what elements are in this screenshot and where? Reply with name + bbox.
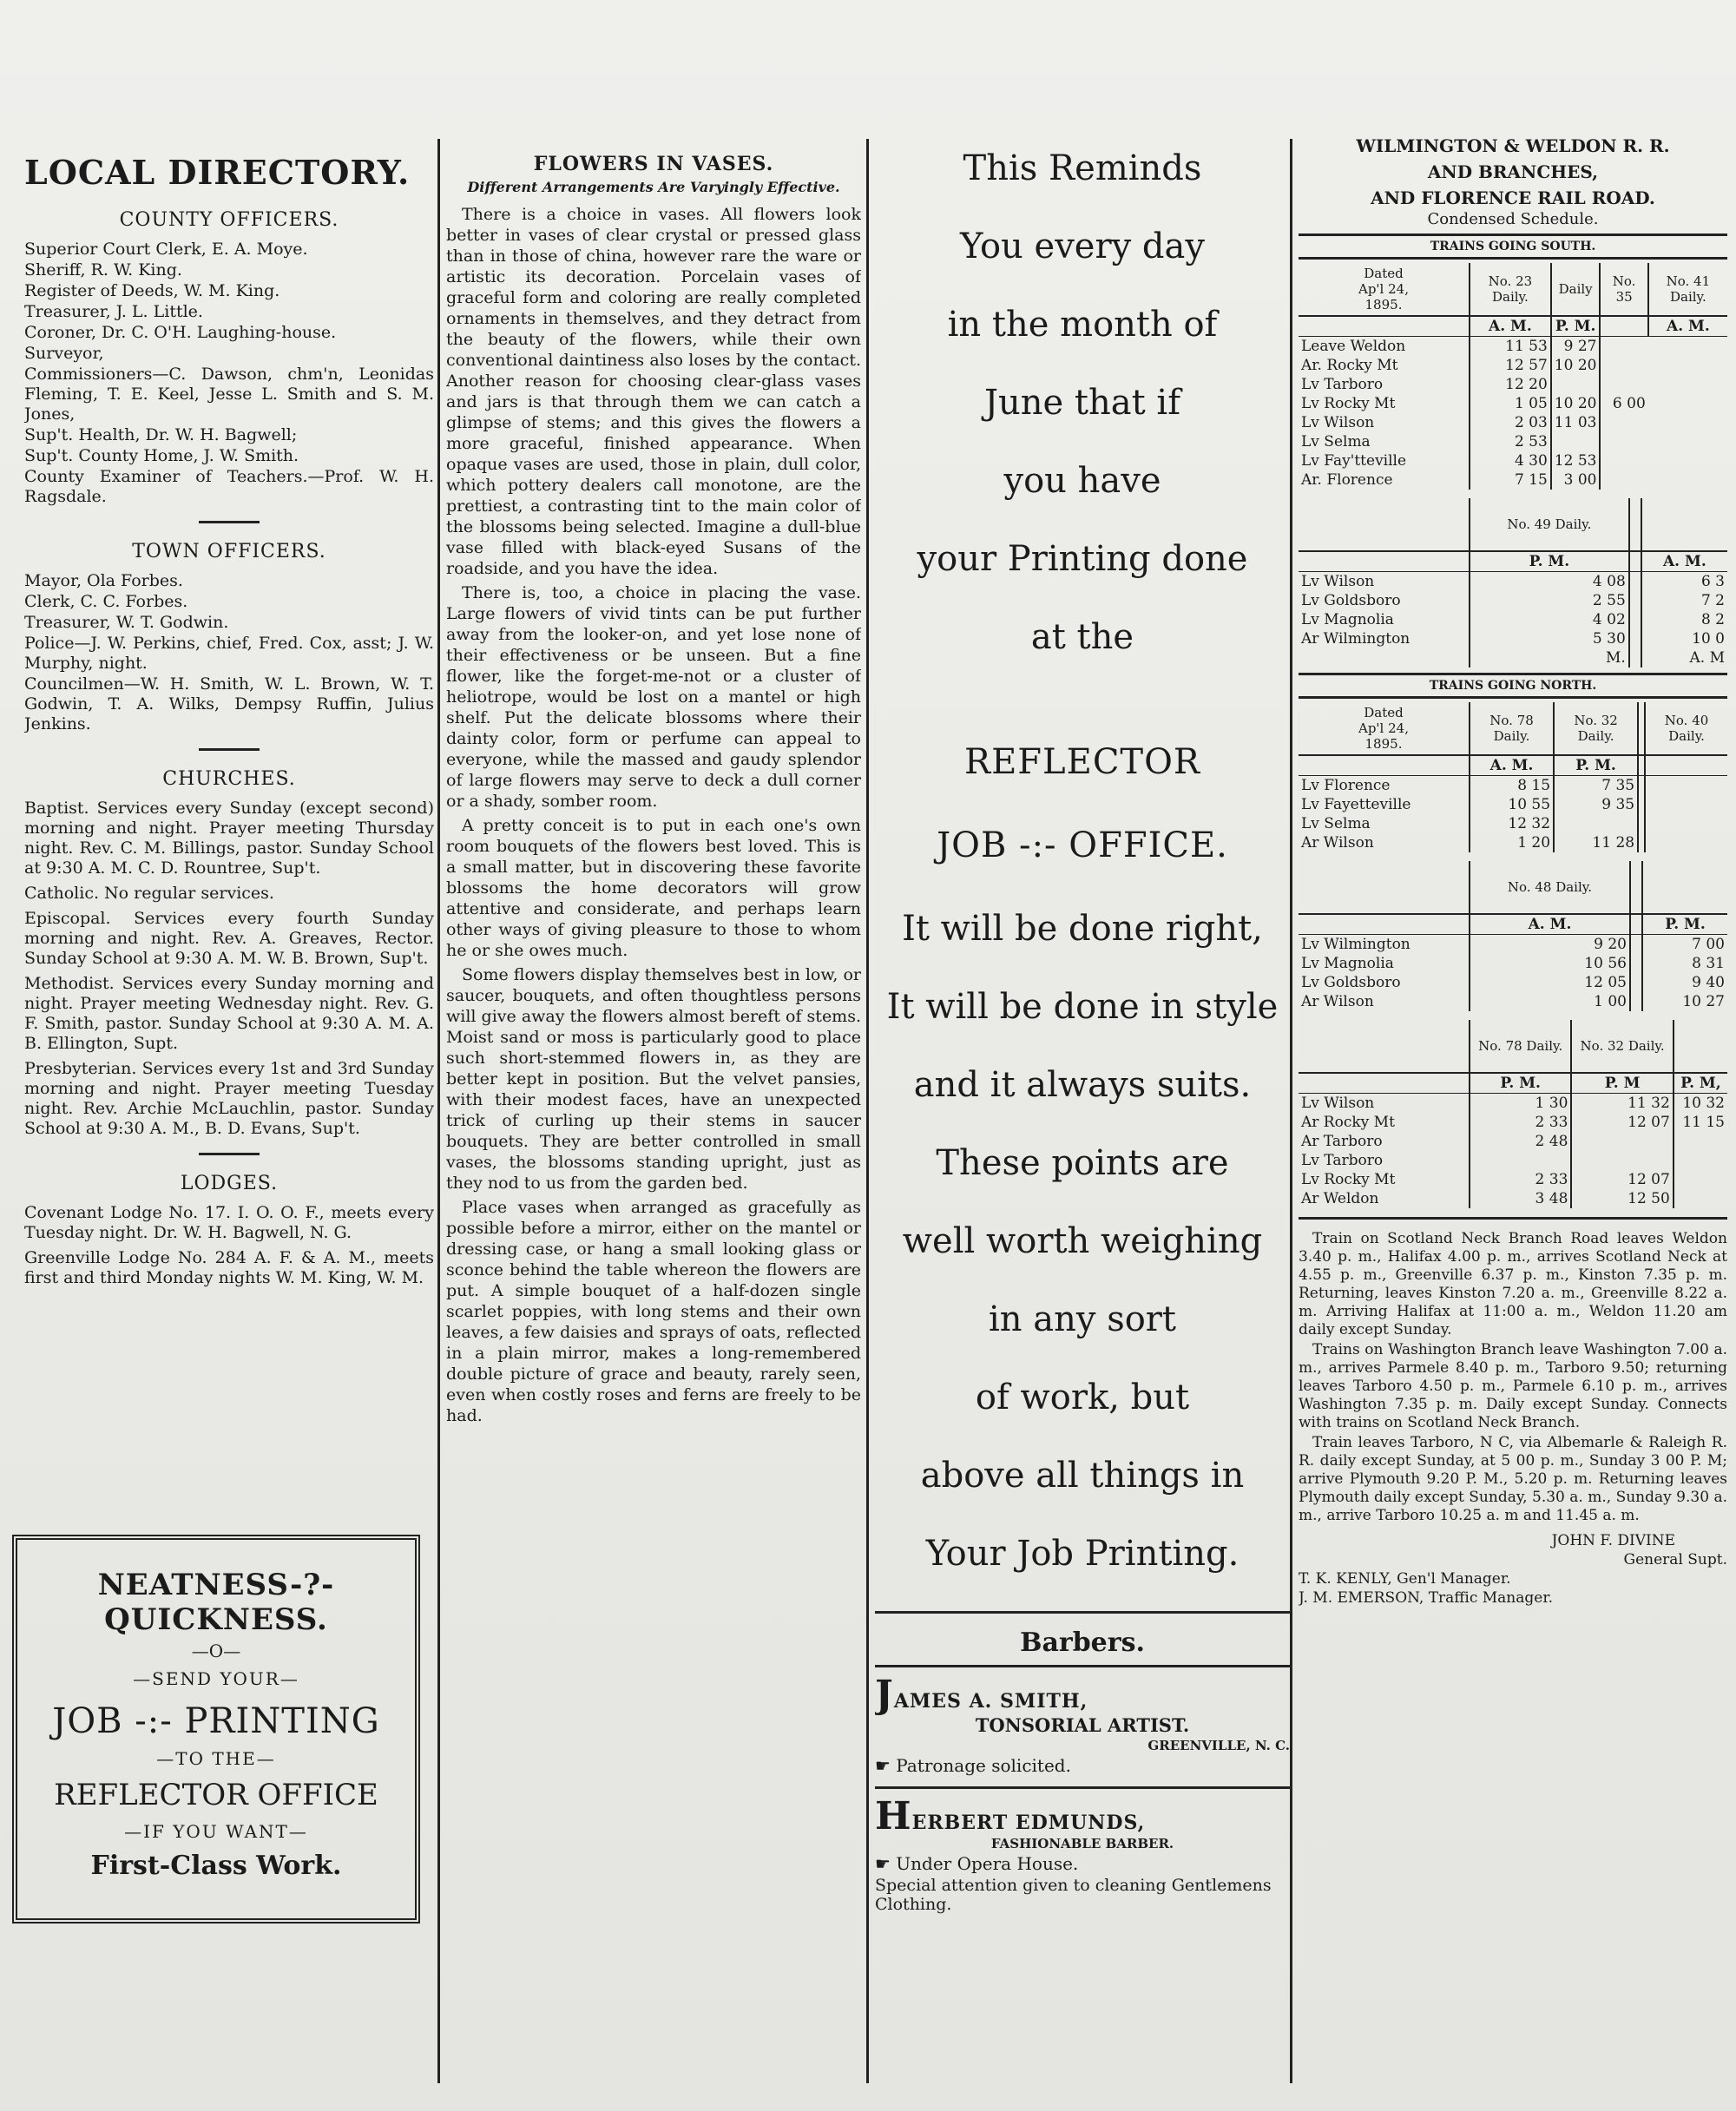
time-cell: 12 57 xyxy=(1470,356,1551,375)
list-item: Treasurer, J. L. Little. xyxy=(24,302,203,321)
time-cell: 5 30 xyxy=(1470,629,1629,648)
list-item: Coroner, Dr. C. O'H. Laughing-house. xyxy=(24,323,337,342)
promo-line: and it always suits. xyxy=(913,1065,1252,1105)
hand-pointer-icon: ☛ xyxy=(875,1755,897,1776)
promo-line: in the month of xyxy=(947,305,1218,345)
station-cell: Ar Rocky Mt xyxy=(1301,1114,1395,1131)
spacer-cell xyxy=(1630,935,1642,955)
time-cell: 10 55 xyxy=(1470,795,1554,814)
spacer-cell xyxy=(1638,814,1645,833)
south-timetable-2 xyxy=(1299,498,1727,667)
time-cell: 12 50 xyxy=(1571,1189,1673,1208)
table-row: No. 78 Daily. No. 32 Daily. xyxy=(1299,1020,1727,1073)
card-note: Special attention given to cleaning Gentlemens Clothing. xyxy=(875,1876,1272,1914)
time-cell xyxy=(1674,1151,1727,1170)
article-subtitle: Different Arrangements Are Varyingly Effective. xyxy=(467,179,840,195)
station-cell: Ar Wilson xyxy=(1301,993,1374,1010)
table-row xyxy=(1299,1094,1727,1114)
time-cell: 12 07 xyxy=(1571,1170,1673,1189)
table-row: A. M. P. M. xyxy=(1299,755,1727,776)
promo-line: It will be done in style xyxy=(886,987,1279,1027)
divider xyxy=(1299,1217,1727,1220)
time-cell: 12 32 xyxy=(1470,814,1554,833)
promo-line: June that if xyxy=(983,383,1180,423)
column-rule xyxy=(866,139,869,2083)
table-row xyxy=(1299,470,1727,490)
promo-line: These points are xyxy=(936,1143,1229,1183)
table-row: No. 49 Daily. xyxy=(1299,498,1727,551)
card-name: AMES A. SMITH, xyxy=(893,1690,1088,1713)
time-cell: 6 3 xyxy=(1641,572,1727,592)
railroad-column xyxy=(1299,130,1727,2092)
card-name: ERBERT EDMUNDS, xyxy=(911,1812,1146,1834)
spacer-cell xyxy=(1638,795,1645,814)
ad-ornament: —O— xyxy=(191,1641,241,1661)
rr-title-1: WILMINGTON & WELDON R. R. xyxy=(1356,135,1670,156)
time-cell: 11 32 xyxy=(1571,1094,1673,1114)
station-cell: Lv Wilson xyxy=(1301,414,1375,431)
spacer-cell xyxy=(1638,833,1645,852)
station-cell: Lv Fayetteville xyxy=(1301,796,1411,813)
list-item: Commissioners—C. Dawson, chm'n, Leonidas Fleming, T. E. Keel, Jesse L. Smith and S. M. Jones, xyxy=(24,365,434,424)
time-cell: 2 33 xyxy=(1470,1113,1571,1132)
time-cell: 11 03 xyxy=(1551,413,1601,432)
list-item: Episcopal. Services every fourth Sunday morning and night. Rev. A. Greaves, Rector. Sunday School at 9:30 A. M. W. B. Brown, Sup't. xyxy=(24,909,434,968)
time-cell: 2 53 xyxy=(1470,432,1551,451)
promo-column xyxy=(875,148,1290,2075)
list-item: Baptist. Services every Sunday (except second) morning and night. Prayer meeting Thursday night. Rev. C. M. Billings, pastor. Sunday School at 9:30 A. M. C. D. Rountree, Sup't. xyxy=(24,799,434,878)
station-cell: Ar Wilson xyxy=(1301,834,1374,852)
spacer-cell xyxy=(1645,776,1727,796)
time-cell: 1 05 xyxy=(1470,394,1551,413)
station-cell: Lv Selma xyxy=(1301,815,1371,832)
table-row: A. M. P. M. A. M. xyxy=(1299,316,1727,337)
card-title: TONSORIAL ARTIST. xyxy=(975,1714,1190,1736)
ad-job-printing: JOB -:- PRINTING xyxy=(52,1701,380,1741)
spacer-cell xyxy=(1645,814,1727,833)
table-row: M. A. M xyxy=(1299,648,1727,667)
promo-line: of work, but xyxy=(975,1378,1190,1417)
time-cell: 1 30 xyxy=(1470,1094,1571,1114)
article-paragraph: There is a choice in vases. All flowers look better in vases of clear crystal or pressed glass than in those of china, however rare the ware or artistic its decoration. Porcelain vases of graceful form and coloring are really completed ornaments in themselves, and they detract from the beauty of the flowers, while their own conventional daintiness also loses by the contact. Another reason for choosing clear-glass vases and jars is that through them we can catch a glimpse of stems; and this gives the flowers a more graceful, finished appearance. When opaque vases are used, those in plain, dull color, which pottery dealers call monotone, are the prettiest, a contrasting tint to the main color of the blossoms being selected. Imagine a dull-blue vase filled with black-eyed Susans of the roadside, and you have the idea. xyxy=(446,205,861,578)
time-cell xyxy=(1554,814,1638,833)
time-cell: 9 27 xyxy=(1551,337,1601,357)
churches-heading: CHURCHES. xyxy=(162,768,296,790)
spacer-cell xyxy=(1629,572,1641,592)
church-list xyxy=(24,799,434,1139)
divider xyxy=(875,1611,1290,1614)
ad-want: —IF YOU WANT— xyxy=(124,1821,308,1842)
promo-lines-b xyxy=(875,908,1290,1575)
rr-title-2: AND BRANCHES, xyxy=(1427,161,1599,182)
time-cell: 12 20 xyxy=(1470,375,1551,394)
time-cell: 8 31 xyxy=(1642,954,1727,973)
article-body xyxy=(446,204,861,1426)
time-cell xyxy=(1551,375,1601,394)
divider xyxy=(199,521,260,523)
ad-headline: NEATNESS-?-QUICKNESS. xyxy=(97,1568,335,1637)
time-cell: 8 15 xyxy=(1470,776,1554,796)
article-column xyxy=(446,148,861,2075)
promo-office-2: JOB -:- OFFICE. xyxy=(937,825,1228,865)
promo-line: you have xyxy=(1003,461,1161,501)
spacer-cell xyxy=(1629,629,1641,648)
table-row xyxy=(1299,814,1727,833)
time-cell: 8 2 xyxy=(1641,610,1727,629)
north-band: TRAINS GOING NORTH. xyxy=(1299,673,1727,699)
card-place: GREENVILLE, N. C. xyxy=(1147,1738,1290,1753)
station-cell: Lv Rocky Mt xyxy=(1301,395,1396,412)
list-item: Covenant Lodge No. 17. I. O. O. F., meets every Tuesday night. Dr. W. H. Bagwell, N. G. xyxy=(24,1203,434,1242)
time-cell: 11 28 xyxy=(1554,833,1638,852)
table-row xyxy=(1299,1132,1727,1151)
time-cell: 4 30 xyxy=(1470,451,1551,470)
time-cell: 10 0 xyxy=(1641,629,1727,648)
printing-advertisement xyxy=(12,1535,420,1924)
list-item: Police—J. W. Perkins, chief, Fred. Cox, asst; J. W. Murphy, night. xyxy=(24,634,434,673)
promo-line: your Printing done xyxy=(917,539,1248,579)
article-paragraph: Place vases when arranged as gracefully as possible before a mirror, either on the mantel or dressing case, or hang a small looking glass or sconce behind the table whereon the flowers are put. A simple bouquet of a half-dozen single scarlet poppies, with long stems and their own leaves, a few daisies and sprays of oats, reflected in a plain mirror, makes a long-remembered double picture of grace and beauty, rarely seen, even when costly roses and ferns are freely to be had. xyxy=(446,1198,861,1425)
station-cell: Lv Selma xyxy=(1301,433,1371,450)
station-cell: Lv Goldsboro xyxy=(1301,592,1401,609)
time-cell: 4 02 xyxy=(1470,610,1629,629)
list-item: Treasurer, W. T. Godwin. xyxy=(24,613,229,632)
list-item: Clerk, C. C. Forbes. xyxy=(24,592,188,611)
station-cell: Lv Magnolia xyxy=(1301,955,1394,972)
table-row: Dated Ap'l 24, 1895. No. 23 Daily. Daily No. 35 No. 41 Daily. xyxy=(1299,263,1727,316)
spacer-cell xyxy=(1629,591,1641,610)
table-row xyxy=(1299,610,1727,629)
list-item: Catholic. No regular services. xyxy=(24,884,274,903)
time-cell xyxy=(1600,413,1647,432)
column-rule xyxy=(437,139,440,2083)
time-cell xyxy=(1674,1189,1727,1208)
divider xyxy=(199,748,260,751)
divider xyxy=(875,1786,1290,1789)
station-cell: Ar Tarboro xyxy=(1301,1133,1383,1150)
time-cell: 9 40 xyxy=(1642,973,1727,992)
station-cell: Lv Fay'tteville xyxy=(1301,452,1407,470)
table-row xyxy=(1299,992,1727,1011)
station-cell: Ar. Rocky Mt xyxy=(1301,357,1398,374)
time-cell xyxy=(1600,337,1647,357)
list-item: Sup't. Health, Dr. W. H. Bagwell; xyxy=(24,425,298,444)
station-cell: Lv Tarboro xyxy=(1301,376,1384,393)
station-cell: Lv Wilmington xyxy=(1301,936,1410,953)
card-initial: H xyxy=(875,1794,912,1838)
signature-emerson: J. M. EMERSON, Traffic Manager. xyxy=(1299,1589,1553,1607)
county-heading: COUNTY OFFICERS. xyxy=(119,209,339,231)
time-cell xyxy=(1674,1132,1727,1151)
rr-note: Train leaves Tarboro, N C, via Albemarle & Raleigh R. R. daily except Sunday, at 5 00 p. m., Sunday 3 00 P. M; arrive Plymouth 9.20 P. M., 5.20 p. m. Returning leaves Plymouth daily except Sunday, 5.30 a. m., Sunday 9.30 a. m., arrive Tarboro 10.25 a. m and 11.45 a. m. xyxy=(1299,1434,1727,1524)
list-item: Mayor, Ola Forbes. xyxy=(24,571,183,590)
table-row xyxy=(1299,413,1727,432)
table-row xyxy=(1299,1189,1727,1208)
time-cell xyxy=(1551,432,1601,451)
table-row xyxy=(1299,356,1727,375)
time-cell xyxy=(1470,1151,1571,1170)
column-rule xyxy=(1290,139,1292,2083)
lodges-heading: LODGES. xyxy=(180,1173,279,1194)
town-heading: TOWN OFFICERS. xyxy=(132,541,326,562)
ad-first-class: First-Class Work. xyxy=(90,1851,342,1881)
table-row xyxy=(1299,375,1727,394)
list-item: Councilmen—W. H. Smith, W. L. Brown, W. T. Godwin, T. A. Wilks, Dempsy Ruffin, Julius Jenkins. xyxy=(24,674,434,733)
signature-divine-title: General Supt. xyxy=(1623,1551,1727,1568)
article-title: FLOWERS IN VASES. xyxy=(533,153,774,175)
table-row xyxy=(1299,795,1727,814)
station-cell: Ar Wilmington xyxy=(1301,630,1410,648)
promo-line: in any sort xyxy=(989,1299,1176,1339)
divider xyxy=(875,1665,1290,1667)
south-timetable xyxy=(1299,263,1727,490)
table-row xyxy=(1299,1151,1727,1170)
time-cell: 1 00 xyxy=(1470,992,1630,1011)
article-paragraph: A pretty conceit is to put in each one's own room bouquets of the flowers best loved. This is a small matter, but in discovering these favorite blossoms the home decorators will grow attentive and considerate, and perhaps learn other ways of giving pleasure to those to whom he or she owes much. xyxy=(446,816,861,960)
table-row xyxy=(1299,935,1727,955)
rr-title-3: AND FLORENCE RAIL ROAD. xyxy=(1371,187,1655,208)
county-list xyxy=(24,240,434,507)
town-list xyxy=(24,571,434,734)
station-cell: Leave Weldon xyxy=(1301,338,1406,355)
promo-line: It will be done right, xyxy=(902,909,1263,949)
time-cell: 3 48 xyxy=(1470,1189,1571,1208)
article-paragraph: Some flowers display themselves best in low, or saucer, bouquets, and often thoughtless persons will give away the flowers almost bereft of stems. Moist sand or moss is particularly good to place such short-stemmed flowers in, as they are better kept in position. But the velvet pansies, with their modest faces, have an unexpected trick of curling up their stems in saucer bouquets. They are better controlled in small vases, the blossoms standing upright, just as they nod to us from the garden bed. xyxy=(446,965,861,1193)
time-cell: 2 55 xyxy=(1470,591,1629,610)
list-item: Presbyterian. Services every 1st and 3rd Sunday morning and night. Prayer meeting Tuesday night. Rev. Archie McLauchlin, pastor. Sunday School at 9:30 A. M., B. D. Evans, Sup't. xyxy=(24,1059,434,1138)
time-cell xyxy=(1674,1170,1727,1189)
time-cell: 12 05 xyxy=(1470,973,1630,992)
station-cell: Ar. Florence xyxy=(1301,471,1393,489)
list-item: Sheriff, R. W. King. xyxy=(24,260,182,279)
time-cell: 7 2 xyxy=(1641,591,1727,610)
time-cell: 11 15 xyxy=(1674,1113,1727,1132)
promo-line: above all things in xyxy=(920,1456,1245,1496)
south-band: TRAINS GOING SOUTH. xyxy=(1299,233,1727,260)
time-cell: 2 03 xyxy=(1470,413,1551,432)
table-row xyxy=(1299,451,1727,470)
hand-pointer-icon: ☛ xyxy=(875,1853,897,1874)
card-title: FASHIONABLE BARBER. xyxy=(990,1836,1174,1851)
table-row xyxy=(1299,572,1727,592)
list-item: County Examiner of Teachers.—Prof. W. H. Ragsdale. xyxy=(24,467,434,506)
time-cell xyxy=(1600,356,1647,375)
table-row xyxy=(1299,337,1727,357)
station-cell: Lv Wilson xyxy=(1301,573,1375,590)
time-cell: 12 07 xyxy=(1571,1113,1673,1132)
table-row: P. M. P. M P. M, xyxy=(1299,1073,1727,1094)
ad-send: —SEND YOUR— xyxy=(133,1668,299,1689)
table-row xyxy=(1299,973,1727,992)
table-row xyxy=(1299,432,1727,451)
time-cell xyxy=(1600,470,1647,490)
promo-line: You every day xyxy=(960,227,1205,266)
north-timetable xyxy=(1299,702,1727,852)
card-note: Patronage solicited. xyxy=(896,1755,1071,1776)
time-cell: 7 15 xyxy=(1470,470,1551,490)
time-cell: 1 20 xyxy=(1470,833,1554,852)
rr-notes xyxy=(1299,1230,1727,1525)
directory-title: LOCAL DIRECTORY. xyxy=(24,153,411,192)
spacer-cell xyxy=(1629,610,1641,629)
promo-office-1: REFLECTOR xyxy=(963,742,1201,782)
station-cell: Ar Weldon xyxy=(1301,1190,1379,1207)
table-row xyxy=(1299,629,1727,648)
time-cell: 11 53 xyxy=(1470,337,1551,357)
table-row xyxy=(1299,954,1727,973)
table-row xyxy=(1299,1170,1727,1189)
time-cell: 10 32 xyxy=(1674,1094,1727,1114)
barbers-heading: Barbers. xyxy=(1020,1628,1145,1658)
time-cell: 7 00 xyxy=(1642,935,1727,955)
rr-subtitle: Condensed Schedule. xyxy=(1427,210,1599,228)
station-cell: Lv Tarboro xyxy=(1301,1152,1384,1169)
lodge-list xyxy=(24,1203,434,1288)
time-cell: 2 33 xyxy=(1470,1170,1571,1189)
signature-divine: JOHN F. DIVINE xyxy=(1551,1532,1675,1549)
time-cell: 10 27 xyxy=(1642,992,1727,1011)
list-item: Methodist. Services every Sunday morning and night. Prayer meeting Wednesday night. Rev. G. F. Smith, pastor. Sunday School at 9:30 A. M. A. B. Ellington, Supt. xyxy=(24,974,434,1053)
ad-office: REFLECTOR OFFICE xyxy=(54,1778,378,1812)
spacer-cell xyxy=(1638,776,1645,796)
list-item: Register of Deeds, W. M. King. xyxy=(24,281,280,300)
table-row: A. M. P. M. xyxy=(1299,914,1727,935)
rr-note: Train on Scotland Neck Branch Road leaves Weldon 3.40 p. m., Halifax 4.00 p. m., arrives Scotland Neck at 4.55 p. m., Greenville 6.37 p. m., Kinston 7.35 p. m. Returning, leaves Kinston 7.20 a. m., Greenville 8.22 a. m. Arriving Halifax at 11:00 a. m., Weldon 11.20 am daily except Sunday. xyxy=(1299,1230,1727,1338)
table-row xyxy=(1299,591,1727,610)
time-cell: 10 56 xyxy=(1470,954,1630,973)
list-item: Superior Court Clerk, E. A. Moye. xyxy=(24,240,308,259)
time-cell: 7 35 xyxy=(1554,776,1638,796)
list-item: Sup't. County Home, J. W. Smith. xyxy=(24,446,299,465)
article-paragraph: There is, too, a choice in placing the vase. Large flowers of vivid tints can be put further away from the looker-on, and yet lose none of their effectiveness or be unseen. But a fine flower, like the forget-me-not or a cluster of heliotrope, would be lost on a mantel or high shelf. Put the delicate blossoms where their dainty color, form or perfume can appeal to everyone, while the massed and gaudy splendor of large flowers may serve to deck a dull corner or a shady, somber room. xyxy=(446,583,861,811)
card-location: Under Opera House. xyxy=(896,1853,1079,1874)
table-row xyxy=(1299,833,1727,852)
time-cell: 12 53 xyxy=(1551,451,1601,470)
north-timetable-3 xyxy=(1299,1020,1727,1208)
station-cell: Lv Goldsboro xyxy=(1301,974,1401,991)
promo-line: Your Job Printing. xyxy=(925,1534,1240,1574)
card-initial: J xyxy=(875,1673,894,1717)
spacer-cell xyxy=(1645,833,1727,852)
time-cell xyxy=(1571,1151,1673,1170)
time-cell: 4 08 xyxy=(1470,572,1629,592)
time-cell xyxy=(1600,375,1647,394)
time-cell xyxy=(1600,451,1647,470)
time-cell xyxy=(1571,1132,1673,1151)
table-row xyxy=(1299,394,1727,413)
time-cell: 6 00 xyxy=(1600,394,1647,413)
table-row xyxy=(1299,776,1727,796)
divider xyxy=(199,1153,260,1155)
north-timetable-2 xyxy=(1299,861,1727,1011)
list-item: Surveyor, xyxy=(24,344,104,363)
promo-line: This Reminds xyxy=(963,148,1202,188)
table-row: Dated Ap'l 24, 1895. No. 78 Daily. No. 32 Daily. No. 40 Daily. xyxy=(1299,702,1727,755)
table-row xyxy=(1299,1113,1727,1132)
time-cell: 9 35 xyxy=(1554,795,1638,814)
station-cell: Lv Magnolia xyxy=(1301,611,1394,628)
time-cell: 10 20 xyxy=(1551,394,1601,413)
list-item: Greenville Lodge No. 284 A. F. & A. M., meets first and third Monday nights W. M. King, W. M. xyxy=(24,1248,434,1287)
time-cell: 3 00 xyxy=(1551,470,1601,490)
time-cell xyxy=(1600,432,1647,451)
table-row: P. M. A. M. xyxy=(1299,551,1727,572)
signature-kenly: T. K. KENLY, Gen'l Manager. xyxy=(1299,1570,1511,1588)
spacer-cell xyxy=(1630,954,1642,973)
table-row: No. 48 Daily. xyxy=(1299,861,1727,914)
station-cell: Lv Rocky Mt xyxy=(1301,1171,1396,1188)
time-cell: 9 20 xyxy=(1470,935,1630,955)
station-cell: Lv Florence xyxy=(1301,777,1391,794)
promo-line: well worth weighing xyxy=(902,1221,1263,1261)
promo-block xyxy=(875,148,1290,1575)
barber-card-edmunds xyxy=(875,1794,1290,1914)
spacer-cell xyxy=(1630,973,1642,992)
time-cell: 2 48 xyxy=(1470,1132,1571,1151)
time-cell: 10 20 xyxy=(1551,356,1601,375)
rr-note: Trains on Washington Branch leave Washington 7.00 a. m., arrives Parmele 8.40 p. m., Tarboro 9.50; returning leaves Tarboro 4.50 p. m., Parmele 6.10 p. m., arrives Washington 7.35 p. m. Daily except Sunday. Connects with trains on Scotland Neck Branch. xyxy=(1299,1341,1727,1431)
promo-line: at the xyxy=(1030,617,1134,657)
ad-to: —TO THE— xyxy=(156,1748,276,1769)
spacer-cell xyxy=(1645,795,1727,814)
promo-lines-a xyxy=(875,148,1290,658)
barber-card-smith xyxy=(875,1673,1290,1776)
spacer-cell xyxy=(1630,992,1642,1011)
station-cell: Lv Wilson xyxy=(1301,1095,1375,1112)
